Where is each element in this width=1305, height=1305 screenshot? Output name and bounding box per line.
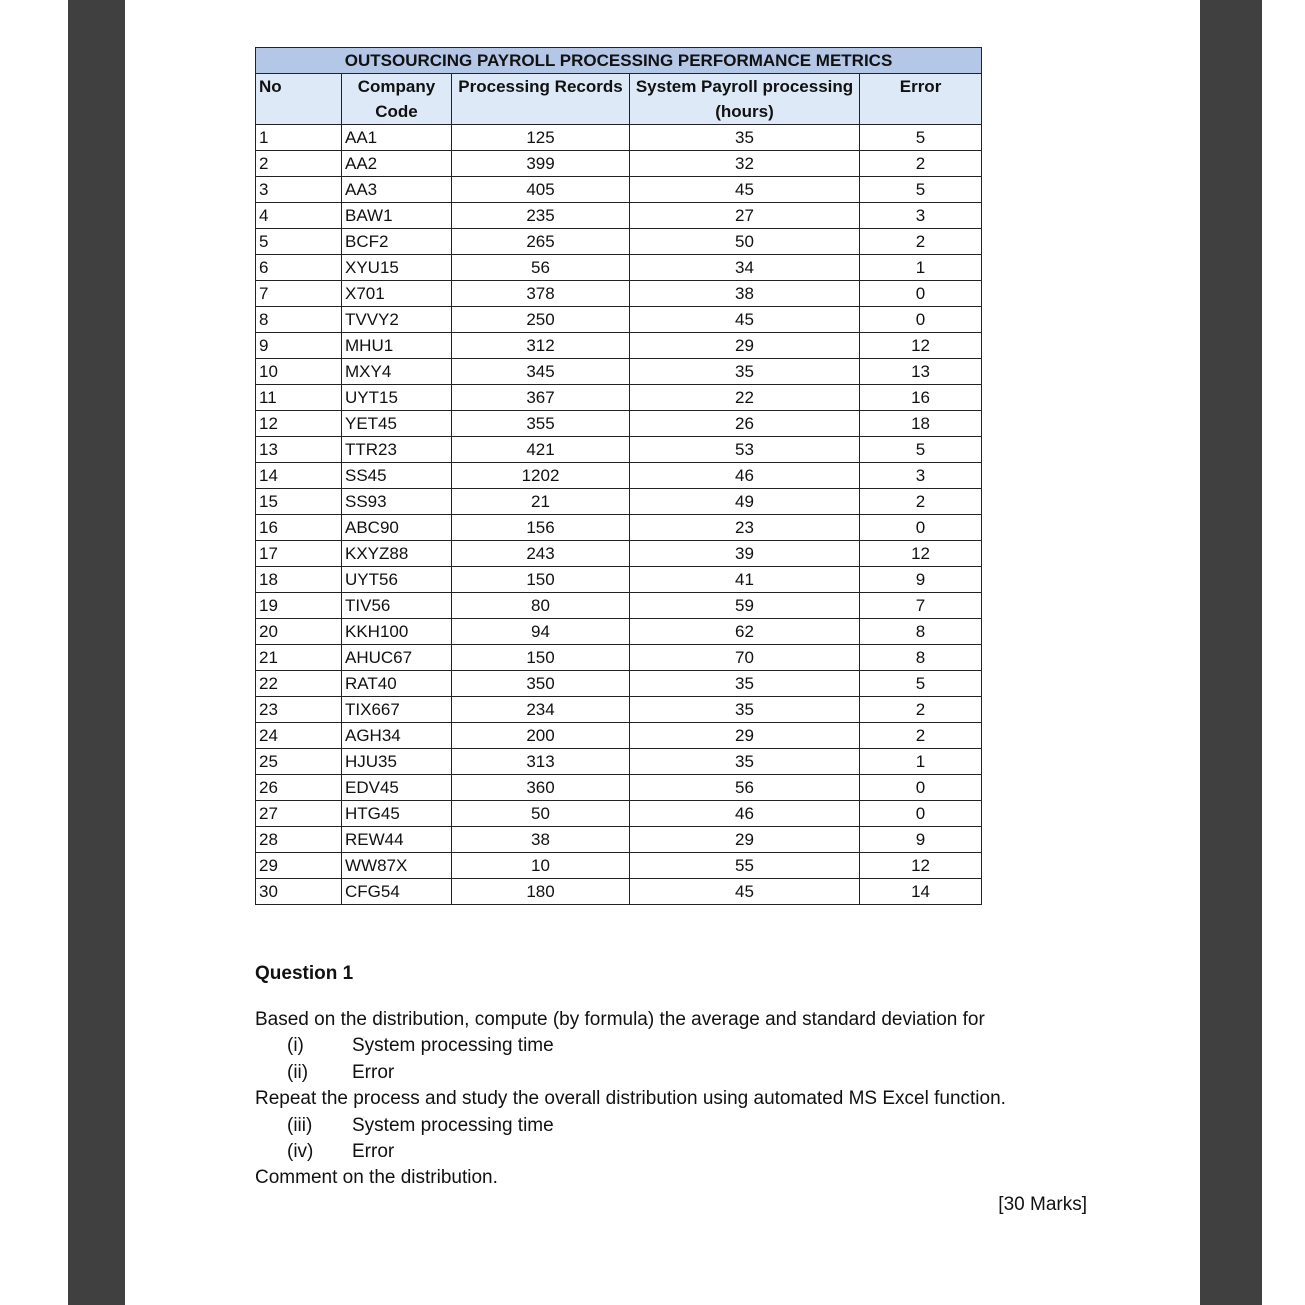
cell-system-hours: 45 xyxy=(630,879,860,905)
cell-no: 8 xyxy=(256,307,342,333)
cell-company-code: REW44 xyxy=(342,827,452,853)
cell-company-code: ABC90 xyxy=(342,515,452,541)
cell-no: 25 xyxy=(256,749,342,775)
cell-error: 2 xyxy=(860,697,982,723)
table-row xyxy=(256,645,982,671)
cell-error: 9 xyxy=(860,567,982,593)
cell-error: 12 xyxy=(860,541,982,567)
cell-error: 18 xyxy=(860,411,982,437)
table-row xyxy=(256,229,982,255)
cell-company-code: MHU1 xyxy=(342,333,452,359)
cell-system-hours: 26 xyxy=(630,411,860,437)
cell-error: 8 xyxy=(860,619,982,645)
table-row xyxy=(256,827,982,853)
table-row xyxy=(256,177,982,203)
table-row xyxy=(256,463,982,489)
cell-processing-records: 360 xyxy=(452,775,630,801)
cell-company-code: UYT15 xyxy=(342,385,452,411)
cell-processing-records: 313 xyxy=(452,749,630,775)
cell-error: 5 xyxy=(860,437,982,463)
cell-system-hours: 62 xyxy=(630,619,860,645)
table-row xyxy=(256,203,982,229)
cell-error: 16 xyxy=(860,385,982,411)
table-row xyxy=(256,437,982,463)
cell-no: 17 xyxy=(256,541,342,567)
table-row xyxy=(256,593,982,619)
left-dark-margin xyxy=(68,0,125,1305)
cell-error: 3 xyxy=(860,463,982,489)
cell-processing-records: 378 xyxy=(452,281,630,307)
cell-no: 30 xyxy=(256,879,342,905)
cell-no: 28 xyxy=(256,827,342,853)
cell-company-code: TIX667 xyxy=(342,697,452,723)
cell-error: 0 xyxy=(860,801,982,827)
cell-no: 24 xyxy=(256,723,342,749)
cell-company-code: SS93 xyxy=(342,489,452,515)
cell-company-code: UYT56 xyxy=(342,567,452,593)
table-row xyxy=(256,853,982,879)
cell-error: 8 xyxy=(860,645,982,671)
cell-system-hours: 22 xyxy=(630,385,860,411)
cell-processing-records: 405 xyxy=(452,177,630,203)
header-company-code: Company Code xyxy=(342,74,452,125)
cell-processing-records: 367 xyxy=(452,385,630,411)
cell-no: 29 xyxy=(256,853,342,879)
cell-processing-records: 345 xyxy=(452,359,630,385)
cell-error: 3 xyxy=(860,203,982,229)
cell-processing-records: 243 xyxy=(452,541,630,567)
cell-processing-records: 80 xyxy=(452,593,630,619)
cell-no: 1 xyxy=(256,125,342,151)
cell-processing-records: 200 xyxy=(452,723,630,749)
cell-system-hours: 32 xyxy=(630,151,860,177)
cell-system-hours: 29 xyxy=(630,333,860,359)
header-system-hours: System Payroll processing (hours) xyxy=(630,74,860,125)
cell-company-code: HTG45 xyxy=(342,801,452,827)
cell-error: 1 xyxy=(860,255,982,281)
cell-processing-records: 350 xyxy=(452,671,630,697)
header-no: No xyxy=(256,74,342,125)
cell-error: 14 xyxy=(860,879,982,905)
table-row xyxy=(256,489,982,515)
right-dark-margin xyxy=(1200,0,1262,1305)
cell-processing-records: 10 xyxy=(452,853,630,879)
cell-company-code: AA3 xyxy=(342,177,452,203)
cell-no: 27 xyxy=(256,801,342,827)
cell-error: 12 xyxy=(860,333,982,359)
cell-error: 7 xyxy=(860,593,982,619)
cell-system-hours: 35 xyxy=(630,749,860,775)
cell-processing-records: 235 xyxy=(452,203,630,229)
cell-processing-records: 94 xyxy=(452,619,630,645)
table-row xyxy=(256,125,982,151)
cell-no: 7 xyxy=(256,281,342,307)
cell-system-hours: 35 xyxy=(630,697,860,723)
cell-processing-records: 265 xyxy=(452,229,630,255)
cell-company-code: BCF2 xyxy=(342,229,452,255)
cell-processing-records: 156 xyxy=(452,515,630,541)
cell-no: 22 xyxy=(256,671,342,697)
table-row xyxy=(256,151,982,177)
cell-no: 13 xyxy=(256,437,342,463)
cell-system-hours: 34 xyxy=(630,255,860,281)
cell-system-hours: 45 xyxy=(630,307,860,333)
cell-error: 2 xyxy=(860,723,982,749)
cell-company-code: TTR23 xyxy=(342,437,452,463)
cell-system-hours: 27 xyxy=(630,203,860,229)
table-row xyxy=(256,541,982,567)
cell-error: 5 xyxy=(860,177,982,203)
cell-system-hours: 35 xyxy=(630,359,860,385)
cell-no: 12 xyxy=(256,411,342,437)
table-row xyxy=(256,671,982,697)
cell-company-code: TIV56 xyxy=(342,593,452,619)
cell-company-code: HJU35 xyxy=(342,749,452,775)
cell-processing-records: 234 xyxy=(452,697,630,723)
cell-system-hours: 49 xyxy=(630,489,860,515)
cell-no: 15 xyxy=(256,489,342,515)
table-row xyxy=(256,333,982,359)
cell-no: 14 xyxy=(256,463,342,489)
cell-no: 4 xyxy=(256,203,342,229)
table-row xyxy=(256,411,982,437)
cell-system-hours: 23 xyxy=(630,515,860,541)
cell-company-code: AA2 xyxy=(342,151,452,177)
cell-system-hours: 70 xyxy=(630,645,860,671)
cell-no: 16 xyxy=(256,515,342,541)
cell-system-hours: 29 xyxy=(630,723,860,749)
cell-error: 1 xyxy=(860,749,982,775)
cell-company-code: XYU15 xyxy=(342,255,452,281)
cell-system-hours: 46 xyxy=(630,463,860,489)
cell-company-code: SS45 xyxy=(342,463,452,489)
metrics-table xyxy=(255,47,982,905)
cell-processing-records: 150 xyxy=(452,645,630,671)
cell-company-code: MXY4 xyxy=(342,359,452,385)
cell-error: 13 xyxy=(860,359,982,385)
table-row xyxy=(256,801,982,827)
cell-error: 2 xyxy=(860,151,982,177)
cell-no: 3 xyxy=(256,177,342,203)
question-repeat: Repeat the process and study the overall distribution using automated MS Excel function. xyxy=(255,1088,1006,1109)
cell-system-hours: 39 xyxy=(630,541,860,567)
cell-error: 5 xyxy=(860,671,982,697)
cell-error: 5 xyxy=(860,125,982,151)
cell-error: 2 xyxy=(860,489,982,515)
cell-system-hours: 46 xyxy=(630,801,860,827)
table-row xyxy=(256,307,982,333)
table-title: OUTSOURCING PAYROLL PROCESSING PERFORMANCE METRICS xyxy=(256,48,982,74)
cell-no: 11 xyxy=(256,385,342,411)
cell-processing-records: 312 xyxy=(452,333,630,359)
table-row xyxy=(256,255,982,281)
table-body xyxy=(256,125,982,905)
table-row xyxy=(256,281,982,307)
cell-error: 9 xyxy=(860,827,982,853)
cell-no: 23 xyxy=(256,697,342,723)
cell-processing-records: 150 xyxy=(452,567,630,593)
cell-error: 12 xyxy=(860,853,982,879)
cell-error: 0 xyxy=(860,515,982,541)
cell-company-code: KKH100 xyxy=(342,619,452,645)
cell-system-hours: 35 xyxy=(630,125,860,151)
cell-system-hours: 59 xyxy=(630,593,860,619)
cell-company-code: YET45 xyxy=(342,411,452,437)
cell-processing-records: 250 xyxy=(452,307,630,333)
cell-processing-records: 21 xyxy=(452,489,630,515)
cell-company-code: AGH34 xyxy=(342,723,452,749)
cell-error: 2 xyxy=(860,229,982,255)
table-row xyxy=(256,749,982,775)
header-processing-records: Processing Records xyxy=(452,74,630,125)
cell-system-hours: 56 xyxy=(630,775,860,801)
cell-processing-records: 50 xyxy=(452,801,630,827)
cell-no: 21 xyxy=(256,645,342,671)
cell-processing-records: 399 xyxy=(452,151,630,177)
table-row xyxy=(256,723,982,749)
cell-system-hours: 45 xyxy=(630,177,860,203)
question-intro: Based on the distribution, compute (by formula) the average and standard deviation for xyxy=(255,1009,985,1030)
marks-label: [30 Marks] xyxy=(998,1194,1087,1215)
table-row xyxy=(256,359,982,385)
cell-processing-records: 38 xyxy=(452,827,630,853)
cell-no: 9 xyxy=(256,333,342,359)
table-row xyxy=(256,775,982,801)
cell-system-hours: 55 xyxy=(630,853,860,879)
cell-company-code: X701 xyxy=(342,281,452,307)
cell-no: 2 xyxy=(256,151,342,177)
cell-no: 18 xyxy=(256,567,342,593)
table-row xyxy=(256,385,982,411)
cell-company-code: RAT40 xyxy=(342,671,452,697)
cell-error: 0 xyxy=(860,307,982,333)
table-row xyxy=(256,697,982,723)
cell-company-code: AHUC67 xyxy=(342,645,452,671)
cell-processing-records: 421 xyxy=(452,437,630,463)
cell-system-hours: 35 xyxy=(630,671,860,697)
cell-no: 20 xyxy=(256,619,342,645)
cell-processing-records: 1202 xyxy=(452,463,630,489)
cell-system-hours: 41 xyxy=(630,567,860,593)
cell-processing-records: 56 xyxy=(452,255,630,281)
table-row xyxy=(256,567,982,593)
cell-no: 19 xyxy=(256,593,342,619)
cell-company-code: CFG54 xyxy=(342,879,452,905)
cell-no: 10 xyxy=(256,359,342,385)
cell-processing-records: 125 xyxy=(452,125,630,151)
cell-no: 5 xyxy=(256,229,342,255)
question-comment: Comment on the distribution. xyxy=(255,1167,498,1188)
table-row xyxy=(256,515,982,541)
header-error: Error xyxy=(860,74,982,125)
cell-system-hours: 53 xyxy=(630,437,860,463)
question-title: Question 1 xyxy=(255,963,354,984)
cell-processing-records: 180 xyxy=(452,879,630,905)
cell-company-code: EDV45 xyxy=(342,775,452,801)
cell-system-hours: 29 xyxy=(630,827,860,853)
cell-company-code: AA1 xyxy=(342,125,452,151)
cell-processing-records: 355 xyxy=(452,411,630,437)
cell-no: 6 xyxy=(256,255,342,281)
cell-company-code: WW87X xyxy=(342,853,452,879)
cell-error: 0 xyxy=(860,775,982,801)
cell-no: 26 xyxy=(256,775,342,801)
cell-company-code: BAW1 xyxy=(342,203,452,229)
cell-system-hours: 38 xyxy=(630,281,860,307)
table-row xyxy=(256,879,982,905)
cell-company-code: TVVY2 xyxy=(342,307,452,333)
cell-error: 0 xyxy=(860,281,982,307)
cell-system-hours: 50 xyxy=(630,229,860,255)
cell-company-code: KXYZ88 xyxy=(342,541,452,567)
table-row xyxy=(256,619,982,645)
